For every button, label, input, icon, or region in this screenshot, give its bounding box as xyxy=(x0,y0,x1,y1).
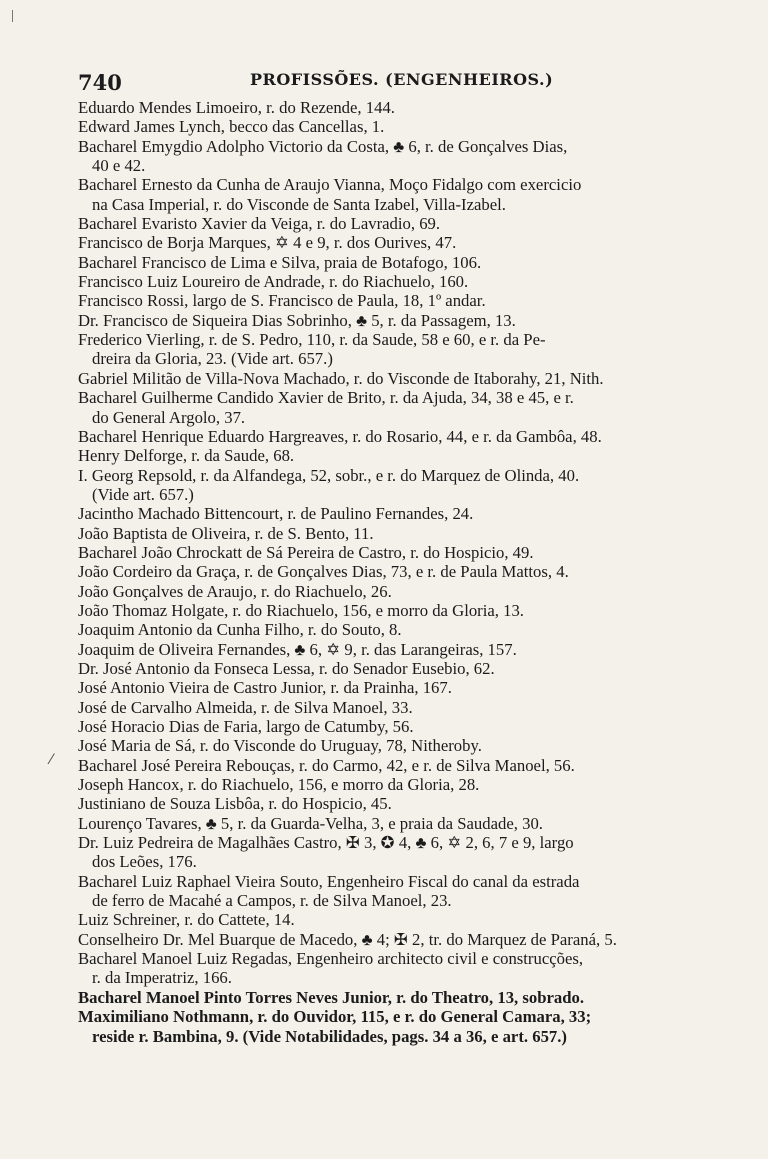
directory-line: Dr. José Antonio da Fonseca Lessa, r. do Senador Eusebio, 62. xyxy=(78,658,495,678)
directory-line: Frederico Vierling, r. de S. Pedro, 110, r. da Saude, 58 e 60, e r. da Pe- xyxy=(78,330,546,350)
margin-annotation: ⁄ xyxy=(50,752,53,768)
directory-line: na Casa Imperial, r. do Visconde de Santa Izabel, Villa-Izabel. xyxy=(92,194,506,214)
directory-line: Francisco Luiz Loureiro de Andrade, r. do Riachuelo, 160. xyxy=(78,272,469,292)
directory-line: Jacintho Machado Bittencourt, r. de Paulino Fernandes, 24. xyxy=(78,504,474,524)
directory-line: João Baptista de Oliveira, r. de S. Bento, 11. xyxy=(78,523,374,543)
directory-line: Francisco Rossi, largo de S. Francisco de Paula, 18, 1º andar. xyxy=(78,291,486,311)
directory-line: do General Argolo, 37. xyxy=(92,407,246,427)
directory-line: Gabriel Militão de Villa-Nova Machado, r. do Visconde de Itaborahy, 21, Nith. xyxy=(78,368,604,388)
running-header: PROFISSÕES. (ENGENHEIROS.) xyxy=(250,70,554,89)
directory-line: dos Leões, 176. xyxy=(92,852,197,872)
directory-line: Bacharel Henrique Eduardo Hargreaves, r. do Rosario, 44, e r. da Gambôa, 48. xyxy=(78,426,602,446)
directory-line: Francisco de Borja Marques, ✡ 4 e 9, r. dos Ourives, 47. xyxy=(78,233,457,253)
directory-line: r. da Imperatriz, 166. xyxy=(92,968,232,988)
directory-line: Bacharel Evaristo Xavier da Veiga, r. do Lavradio, 69. xyxy=(78,214,441,234)
directory-line: Justiniano de Souza Lisbôa, r. do Hospicio, 45. xyxy=(78,794,392,814)
directory-line: reside r. Bambina, 9. (Vide Notabilidades, pags. 34 a 36, e art. 657.) xyxy=(92,1026,567,1046)
directory-line: Lourenço Tavares, ♣ 5, r. da Guarda-Velha, 3, e praia da Saudade, 30. xyxy=(78,813,543,833)
directory-line: de ferro de Macahé a Campos, r. de Silva Manoel, 23. xyxy=(92,891,452,911)
directory-line: João Thomaz Holgate, r. do Riachuelo, 156, e morro da Gloria, 13. xyxy=(78,600,524,620)
directory-line: José Antonio Vieira de Castro Junior, r. da Prainha, 167. xyxy=(78,678,452,698)
directory-line: Edward James Lynch, becco das Cancellas, 1. xyxy=(78,117,385,137)
directory-line: Luiz Schreiner, r. do Cattete, 14. xyxy=(78,910,295,930)
directory-line: José de Carvalho Almeida, r. de Silva Manoel, 33. xyxy=(78,697,413,717)
directory-entries xyxy=(78,98,710,1046)
directory-line: Bacharel Manoel Luiz Regadas, Engenheiro architecto civil e construcções, xyxy=(78,949,584,969)
directory-line: Henry Delforge, r. da Saude, 68. xyxy=(78,446,295,466)
directory-line: dreira da Gloria, 23. (Vide art. 657.) xyxy=(92,349,333,369)
directory-line: Bacharel Manoel Pinto Torres Neves Junior, r. do Theatro, 13, sobrado. xyxy=(78,987,585,1007)
directory-line: Conselheiro Dr. Mel Buarque de Macedo, ♣ 4; ✠ 2, tr. do Marquez de Paraná, 5. xyxy=(78,929,617,949)
directory-line: João Gonçalves de Araujo, r. do Riachuelo, 26. xyxy=(78,581,392,601)
directory-line: Eduardo Mendes Limoeiro, r. do Rezende, 144. xyxy=(78,98,395,117)
directory-line: Joaquim de Oliveira Fernandes, ♣ 6, ✡ 9, r. das Larangeiras, 157. xyxy=(78,639,517,659)
directory-line: Bacharel Luiz Raphael Vieira Souto, Engenheiro Fiscal do canal da estrada xyxy=(78,871,580,891)
directory-line: Maximiliano Nothmann, r. do Ouvidor, 115, e r. do General Camara, 33; xyxy=(78,1007,592,1027)
directory-line: José Maria de Sá, r. do Visconde do Uruguay, 78, Nitheroby. xyxy=(78,736,482,756)
scan-mark xyxy=(12,10,13,22)
directory-line: I. Georg Repsold, r. da Alfandega, 52, sobr., e r. do Marquez de Olinda, 40. xyxy=(78,465,580,485)
page-number: 740 xyxy=(78,70,122,95)
directory-line: Bacharel Emygdio Adolpho Victorio da Costa, ♣ 6, r. de Gonçalves Dias, xyxy=(78,136,568,156)
directory-line: José Horacio Dias de Faria, largo de Catumby, 56. xyxy=(78,717,414,736)
directory-line: Bacharel Ernesto da Cunha de Araujo Vianna, Moço Fidalgo com exercicio xyxy=(78,175,582,195)
directory-line: Bacharel Francisco de Lima e Silva, praia de Botafogo, 106. xyxy=(78,252,482,272)
directory-line: Bacharel José Pereira Rebouças, r. do Carmo, 42, e r. de Silva Manoel, 56. xyxy=(78,755,575,775)
directory-line: Dr. Luiz Pedreira de Magalhães Castro, ✠ 3, ✪ 4, ♣ 6, ✡ 2, 6, 7 e 9, largo xyxy=(78,833,574,853)
directory-line: Dr. Francisco de Siqueira Dias Sobrinho, ♣ 5, r. da Passagem, 13. xyxy=(78,310,516,330)
directory-line: Bacharel João Chrockatt de Sá Pereira de Castro, r. do Hospicio, 49. xyxy=(78,542,534,562)
directory-line: Joaquim Antonio da Cunha Filho, r. do Souto, 8. xyxy=(78,620,402,640)
directory-line: 40 e 42. xyxy=(92,156,146,176)
directory-line: Bacharel Guilherme Candido Xavier de Brito, r. da Ajuda, 34, 38 e 45, e r. xyxy=(78,388,574,408)
directory-line: (Vide art. 657.) xyxy=(92,484,194,504)
directory-line: Joseph Hancox, r. do Riachuelo, 156, e morro da Gloria, 28. xyxy=(78,775,480,795)
directory-line: João Cordeiro da Graça, r. de Gonçalves Dias, 73, e r. de Paula Mattos, 4. xyxy=(78,562,569,582)
